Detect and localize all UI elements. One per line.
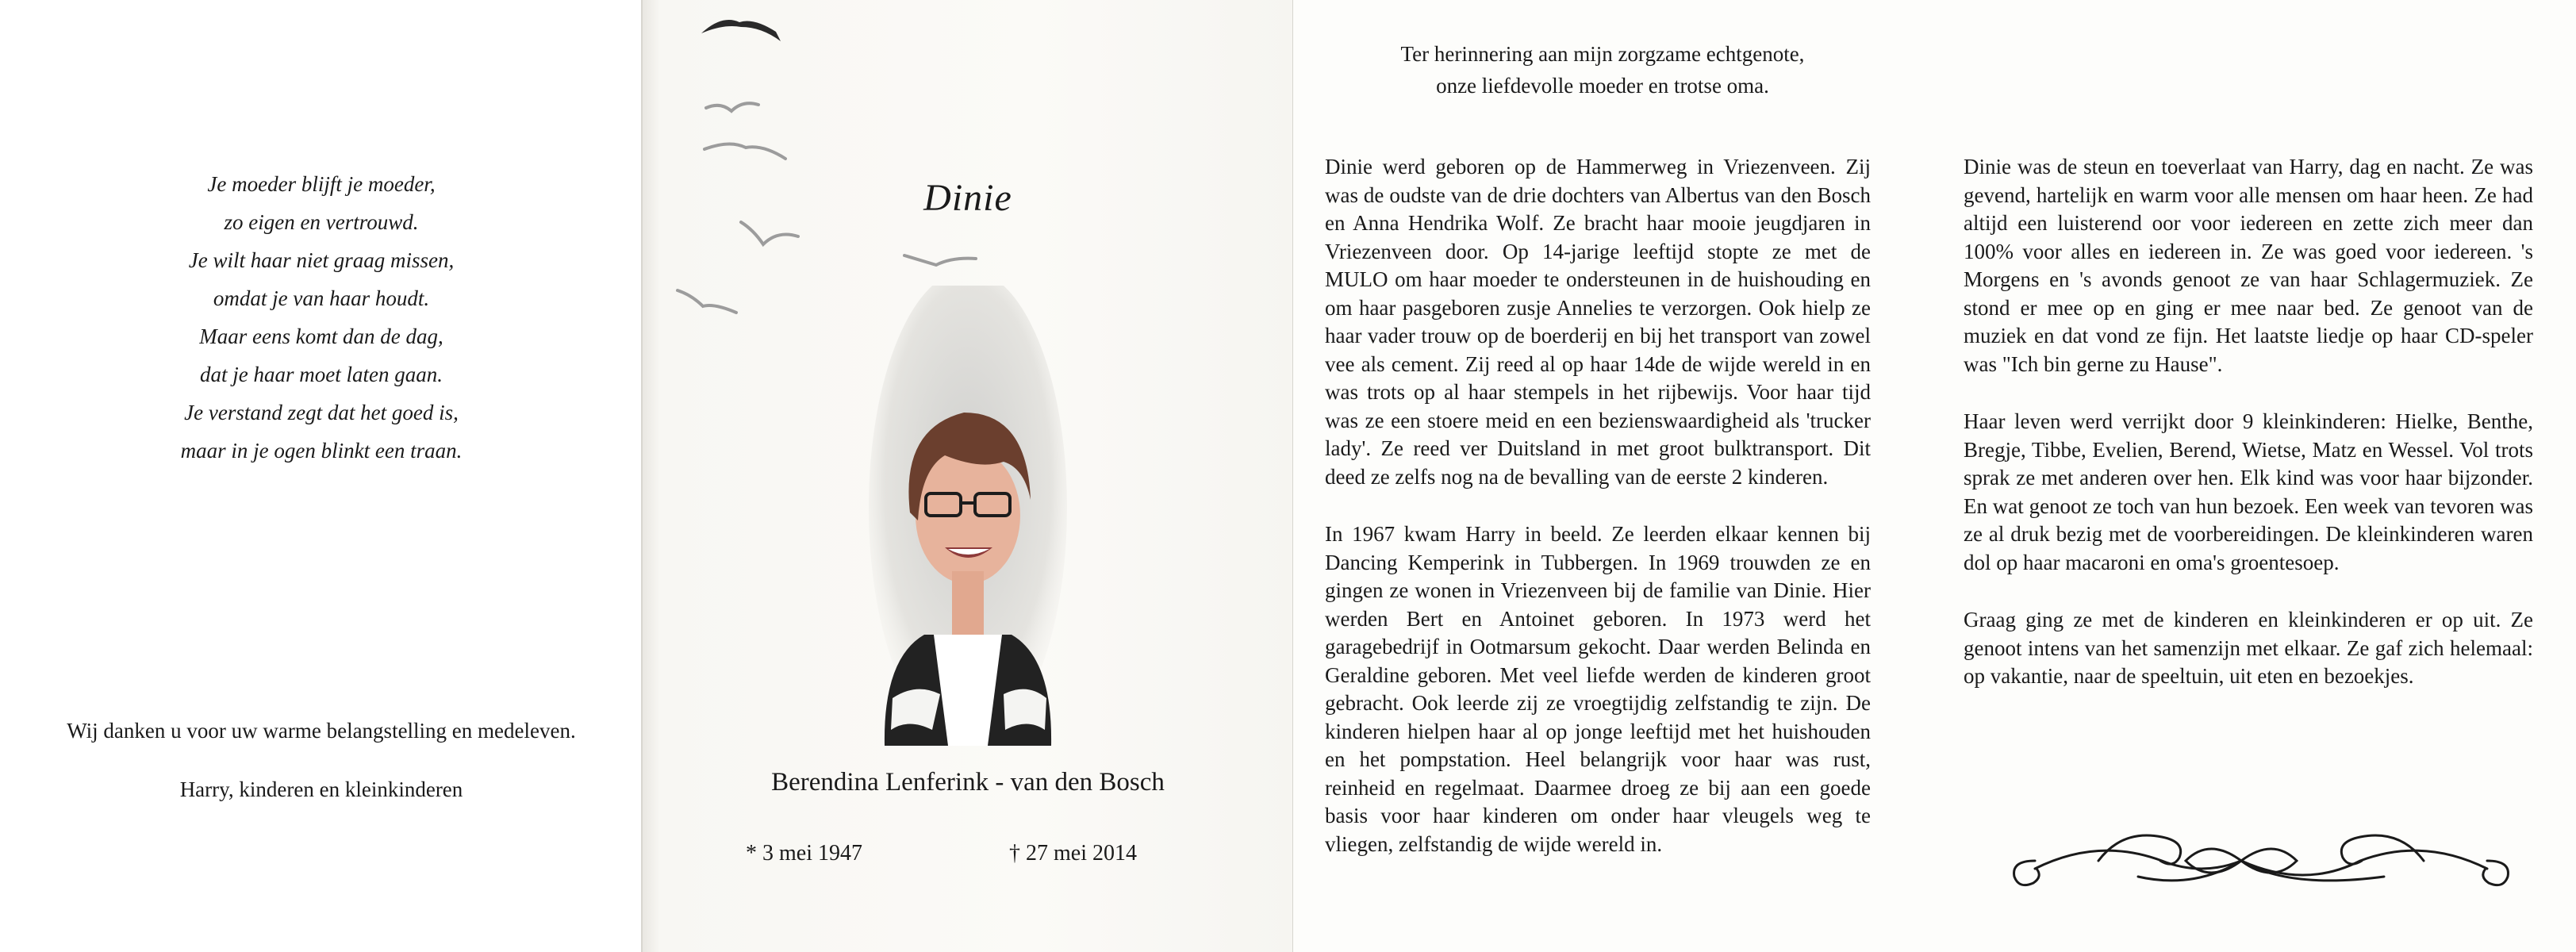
seagull-icon [741,222,798,244]
poem-line: dat je haar moet laten gaan. [200,363,443,386]
biography-paragraph: Graag ging ze met de kinderen en kleinkinderen er op uit. Ze genoot intens van het samenzijn met elkaar. Ze gaf zich helemaal: op vakantie, naar de speeltuin, uit eten en bezoekjes. [1964,608,2533,688]
cover-first-name: Dinie [923,177,1012,219]
poem-line: Je moeder blijft je moeder, [207,172,436,196]
poem-line: zo eigen en vertrouwd. [224,210,419,234]
full-name: Berendina Lenferink - van den Bosch [771,768,1165,797]
family-signature: Harry, kinderen en kleinkinderen [179,777,463,801]
seagull-icon [706,103,758,111]
biography-paragraph: Haar leven werd verrijkt door 9 kleinkinderen: Hielke, Benthe, Bregje, Tibbe, Evelien, Berend, Wietse, Matz en Wessel. Vol trots sprak ze met anderen over hen. Elk kind was voor haar bijzonder. En wat genoot ze toch van hun bezoek. Een week van tevoren was ze al druk bezig met de voorbereidingen. De kleinkinderen waren dol op haar macaroni en oma's groentesoep. [1964,409,2533,574]
biography-paragraph: Dinie was de steun en toeverlaat van Harry, dag en nacht. Ze was gevend, hartelijk en warm voor alle mensen om haar heen. Ze had altijd een luisterend oor voor iedereen en zette zich meer dan 100% voor alles en iedereen in. Ze was goed voor iedereen. 's Morgens en 's avonds genoot ze van haar Schlagermuziek. Ze stond er mee op en ging er mee naar bed. Ze genoot van de muziek en dat vond ze fijn. Het laatste liedje op haar CD-speler was "Ich bin gerne zu Hause". [1964,155,2533,376]
biography-paragraph: In 1967 kwam Harry in beeld. Ze leerden elkaar kennen bij Dancing Kemperink in Tubbergen. In 1969 trouwden ze en gingen ze wonen in Vriezenveen bij de familie van Dinie. Hier werden Bert en Antoinet geboren. In 1973 werd het garagebedrijf in Ootmarsum gekocht. Daar werden Belinda en Geraldine geboren. Met veel liefde werden de kinderen groot gebracht. Ook leerde zij ze vroegtijdig zelfstandig te zijn. De kinderen hielpen haar al op jonge leeftijd met het huishouden en het pompstation. Heel belangrijk voor haar was rust, reinheid en regelmaat. Daarmee droeg ze bij aan een goede basis voor haar kinderen om onder haar vleugels weg te vliegen, zelfstandig de wijde wereld in. [1325,522,1871,856]
biography-column-right [1964,153,2533,720]
poem-line: Je wilt haar niet graag missen, [188,248,455,272]
back-panel [0,0,643,952]
poem-line: Je verstand zegt dat het goed is, [184,401,459,424]
poem-line: omdat je van haar houdt. [213,286,430,310]
birth-date: * 3 mei 1947 [746,841,862,866]
poem [0,165,643,470]
seagull-icon [704,144,785,159]
biography-paragraph: Dinie werd geboren op de Hammerweg in Vriezenveen. Zij was de oudste van de drie dochters van Albertus van den Bosch en Anna Hendrika Wolf. Ze bracht haar mooie jeugdjaren in Vriezenveen door. Op 14-jarige leeftijd stopte ze met de MULO om haar moeder te ondersteunen in de huishouding en om haar pasgeboren zusje Annelies te verzorgen. Ook hielp ze haar vader trouw op de boerderij en bij het transport van zowel vee als cement. Zij reed al op haar 14de de wijde wereld in en was trots op al haar stempels in het rijbewijs. Voor haar tijd was ze een stoere meid en een bezienswaardigheid als 'trucker lady'. Ze reed ver Duitsland in met groot bulktransport. Dit deed ze zelfs nog na de bevalling van de eerste 2 kinderen. [1325,155,1871,489]
cover-panel [643,0,1293,952]
dedication-line: onze liefdevolle moeder en trotse oma. [1436,74,1769,98]
death-date: † 27 mei 2014 [1009,841,1137,866]
seagull-icon [904,255,976,265]
biography-column-left [1325,153,1871,888]
dedication [1293,38,1912,102]
poem-line: Maar eens komt dan de dag, [199,324,443,348]
inside-text-panel [1293,0,2576,952]
thanks-note: Wij danken u voor uw warme belangstelling en medeleven. [67,719,576,743]
flourish-ornament [2003,813,2519,908]
portrait-photo [793,286,1142,746]
seagull-icon [678,290,736,313]
poem-line: maar in je ogen blinkt een traan. [180,439,463,463]
dedication-line: Ter herinnering aan mijn zorgzame echtgenote, [1400,42,1805,66]
seagull-icon [701,20,781,41]
